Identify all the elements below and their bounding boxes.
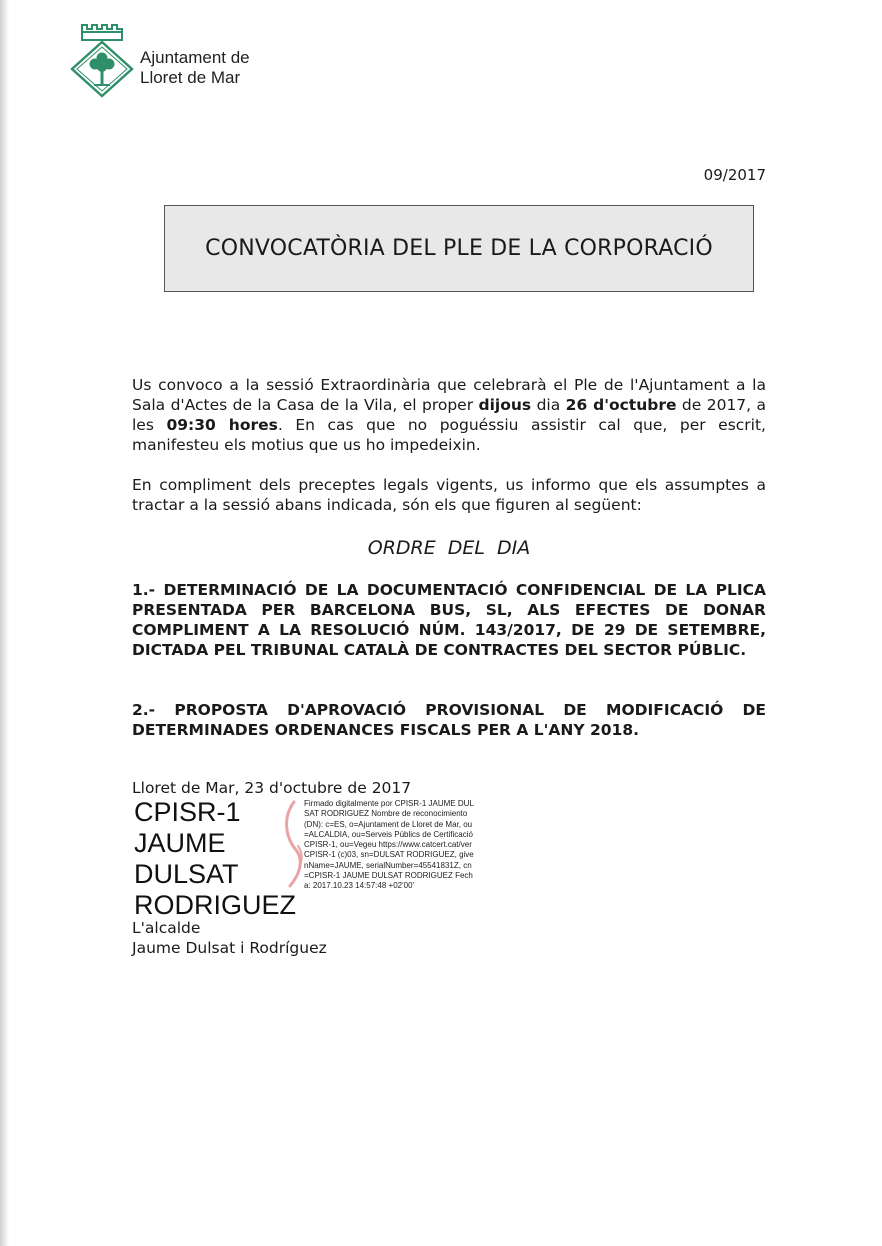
- meeting-date: 26 d'octubre: [565, 396, 677, 414]
- town-crest-icon: [70, 22, 134, 98]
- agenda-heading: ORDRE DEL DIA: [367, 537, 531, 559]
- signer-role: L'alcalde: [132, 919, 201, 937]
- paragraph1-part3: de 2017, a les: [132, 396, 767, 434]
- meeting-day: dijous: [478, 396, 532, 414]
- paragraph1-part2: dia: [531, 396, 566, 414]
- signer-line: JAUME: [134, 828, 226, 858]
- signer-line: CPISR-1: [134, 797, 241, 827]
- compliance-paragraph: En compliment dels preceptes legals vigents, us informo que els assumptes a tractar a la sessió abans indicada, són els que figuren al següent:: [132, 476, 766, 514]
- organization-name-line1: Ajuntament de: [140, 48, 250, 67]
- document-reference: 09/2017: [703, 166, 766, 184]
- convocation-paragraph: [132, 375, 766, 455]
- document-title: CONVOCATÒRIA DEL PLE DE LA CORPORACIÓ: [205, 236, 713, 261]
- organization-name-line2: Lloret de Mar: [140, 68, 241, 87]
- agenda-item: 2.- PROPOSTA D'APROVACIÓ PROVISIONAL DE MODIFICACIÓ DE DETERMINADES ORDENANCES FISCALS PER A L'ANY 2018.: [132, 701, 766, 739]
- title-box: [164, 205, 754, 292]
- meeting-time: 09:30 hores: [166, 416, 278, 434]
- organization-name: [140, 48, 250, 88]
- signer-line: RODRIGUEZ: [134, 890, 296, 920]
- page-edge-shadow: [0, 0, 9, 1246]
- signer-line: DULSAT: [134, 859, 239, 889]
- digital-signature-details: Firmado digitalmente por CPISR-1 JAUME DULSAT RODRIGUEZ Nombre de reconocimiento (DN): c=ES, o=Ajuntament de Lloret de Mar, ou=ALCALDIA, ou=Serveis Públics de Certificació CPISR-1, ou=Vegeu https://www.catcert.cat/verCPISR-1 (c)03, sn=DULSAT RODRIGUEZ, givenName=JAUME, serialNumber=45541831Z, cn=CPISR-1 JAUME DULSAT RODRIGUEZ Fecha: 2017.10.23 14:57:48 +02'00': [304, 799, 474, 891]
- paragraph1-part1: Us convoco a la sessió Extraordinària que celebrarà el Ple de l'Ajuntament a la Sala d'Actes de la Casa de la Vila, el proper: [132, 376, 766, 414]
- paragraph1-part4: . En cas que no poguéssiu assistir cal que, per escrit, manifesteu els motius que us ho impedeixin.: [132, 416, 766, 454]
- signer-full-name: Jaume Dulsat i Rodríguez: [132, 939, 327, 957]
- agenda-item: 1.- DETERMINACIÓ DE LA DOCUMENTACIÓ CONFIDENCIAL DE LA PLICA PRESENTADA PER BARCELONA BUS, SL, ALS EFECTES DE DONAR COMPLIMENT A LA RESOLUCIÓ NÚM. 143/2017, DE 29 DE SETEMBRE, DICTADA PEL TRIBUNAL CATALÀ DE CONTRACTES DEL SECTOR PÚBLIC.: [132, 581, 766, 659]
- place-and-date: Lloret de Mar, 23 d'octubre de 2017: [132, 779, 412, 797]
